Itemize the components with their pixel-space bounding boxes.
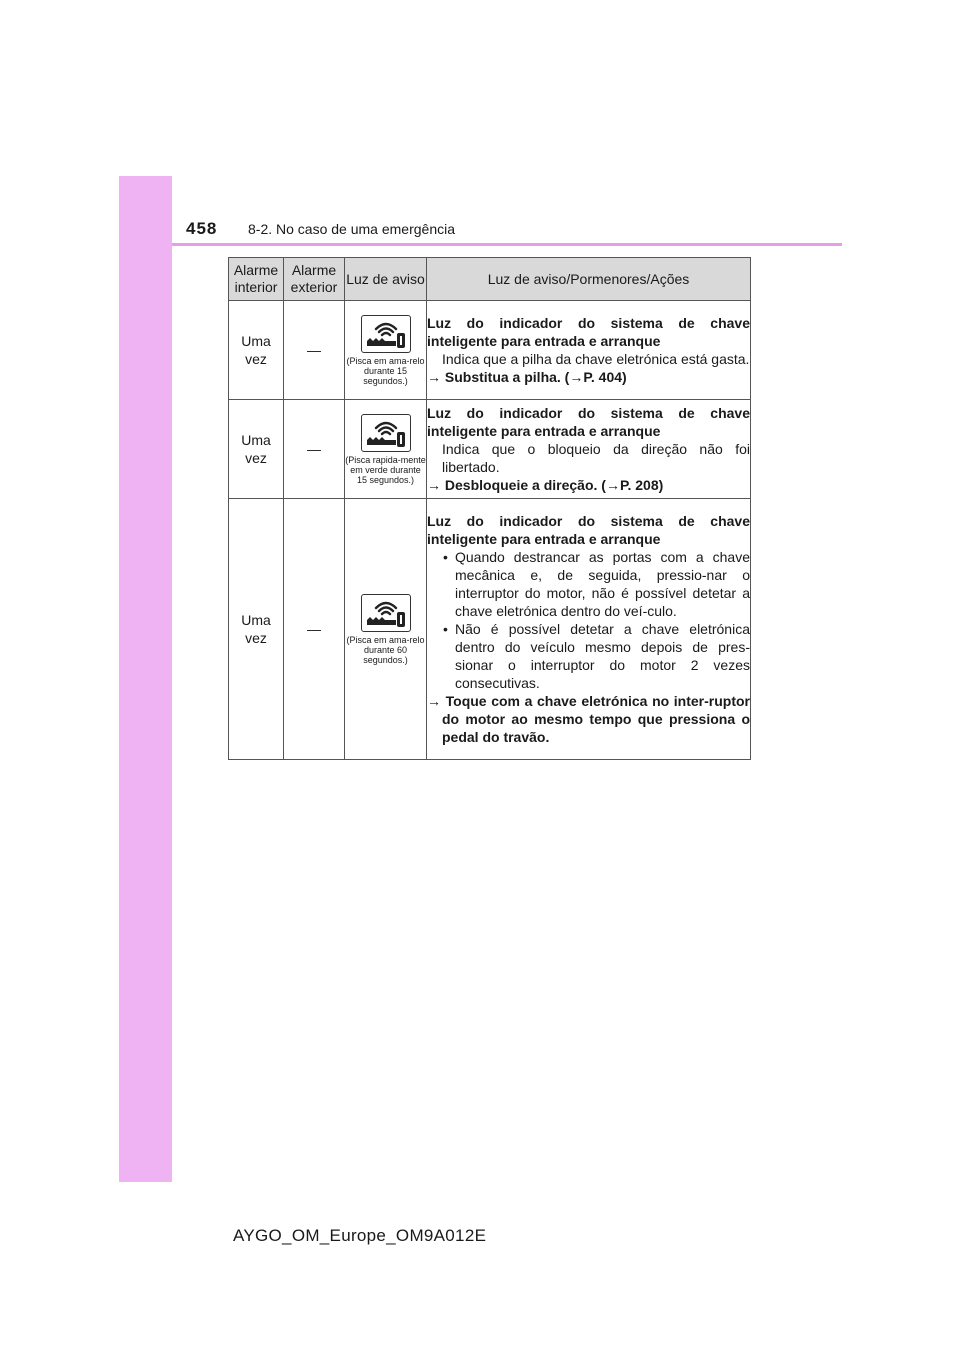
interior-alarm-cell: Uma vez [229,400,284,499]
smart-key-indicator-icon [361,414,411,452]
reference-arrow: → [569,369,584,385]
exterior-alarm-cell: — [284,301,345,400]
page-reference: P. 404) [583,369,627,385]
bullet-dot-icon: • [443,621,448,637]
header-exterior-alarm: Alarme exterior [284,258,345,301]
blink-description: (Pisca em ama-relo durante 60 segundos.) [346,634,425,665]
arrow-icon: → [427,693,441,709]
table-row [229,499,751,760]
smart-key-indicator-icon [361,315,411,353]
details-cell [427,400,751,499]
light-description: Indica que o bloqueio da direção não foi libertado. [442,441,750,475]
page-reference: P. 208) [619,477,664,493]
arrow-icon: → [427,369,441,385]
warning-light-cell [345,400,427,499]
interior-alarm-cell: Uma vez [229,301,284,400]
warning-light-cell [345,301,427,400]
action-text: → Substitua a pilha. (→P. 404) [427,369,627,385]
interior-alarm-cell: Uma vez [229,499,284,760]
warning-table [228,257,751,760]
header-details: Luz de aviso/Pormenores/Ações [427,258,751,301]
smart-key-indicator-icon [361,594,411,632]
header-rule [172,243,842,246]
warning-light-cell [345,499,427,760]
side-thumb-band [119,176,172,1182]
bullet-dot-icon: • [443,549,448,565]
page-number: 458 [186,219,218,238]
footer-document-code: AYGO_OM_Europe_OM9A012E [233,1226,487,1245]
detail-bullet: • Quando destrancar as portas com a chave mecânica e, de seguida, pressio-nar o interruptor do motor, não é possível detetar a chave eletrónica dentro do veí-culo. [443,549,750,619]
action-text: → Toque com a chave eletrónica no inter-ruptor do motor ao mesmo tempo que pressiona o pedal do travão. [427,693,751,745]
light-title: Luz do indicador do sistema de chave inteligente para entrada e arranque [427,405,750,439]
table-row [229,301,751,400]
exterior-alarm-cell: — [284,499,345,760]
header-warning-light: Luz de aviso [345,258,427,301]
blink-description: (Pisca em ama-relo durante 15 segundos.) [346,355,425,386]
light-description: Indica que a pilha da chave eletrónica está gasta. [442,351,750,367]
table-header-row [229,258,751,301]
exterior-alarm-cell: — [284,400,345,499]
reference-arrow: → [605,477,620,493]
details-cell [427,301,751,400]
section-title: 8-2. No caso de uma emergência [248,221,455,237]
arrow-icon: → [427,477,441,493]
light-title: Luz do indicador do sistema de chave inteligente para entrada e arranque [427,315,750,349]
action-text: → Desbloqueie a direção. (→P. 208) [427,477,664,493]
header-interior-alarm: Alarme interior [229,258,284,301]
blink-description: (Pisca rapida-mente em verde durante 15 segundos.) [345,454,426,485]
light-title: Luz do indicador do sistema de chave inteligente para entrada e arranque [427,513,750,547]
details-cell [427,499,751,760]
detail-bullet: • Não é possível detetar a chave eletrónica dentro do veículo mesmo depois de pres-sionar o interruptor do motor 2 vezes consecutivas. [443,621,750,691]
table-row [229,400,751,499]
